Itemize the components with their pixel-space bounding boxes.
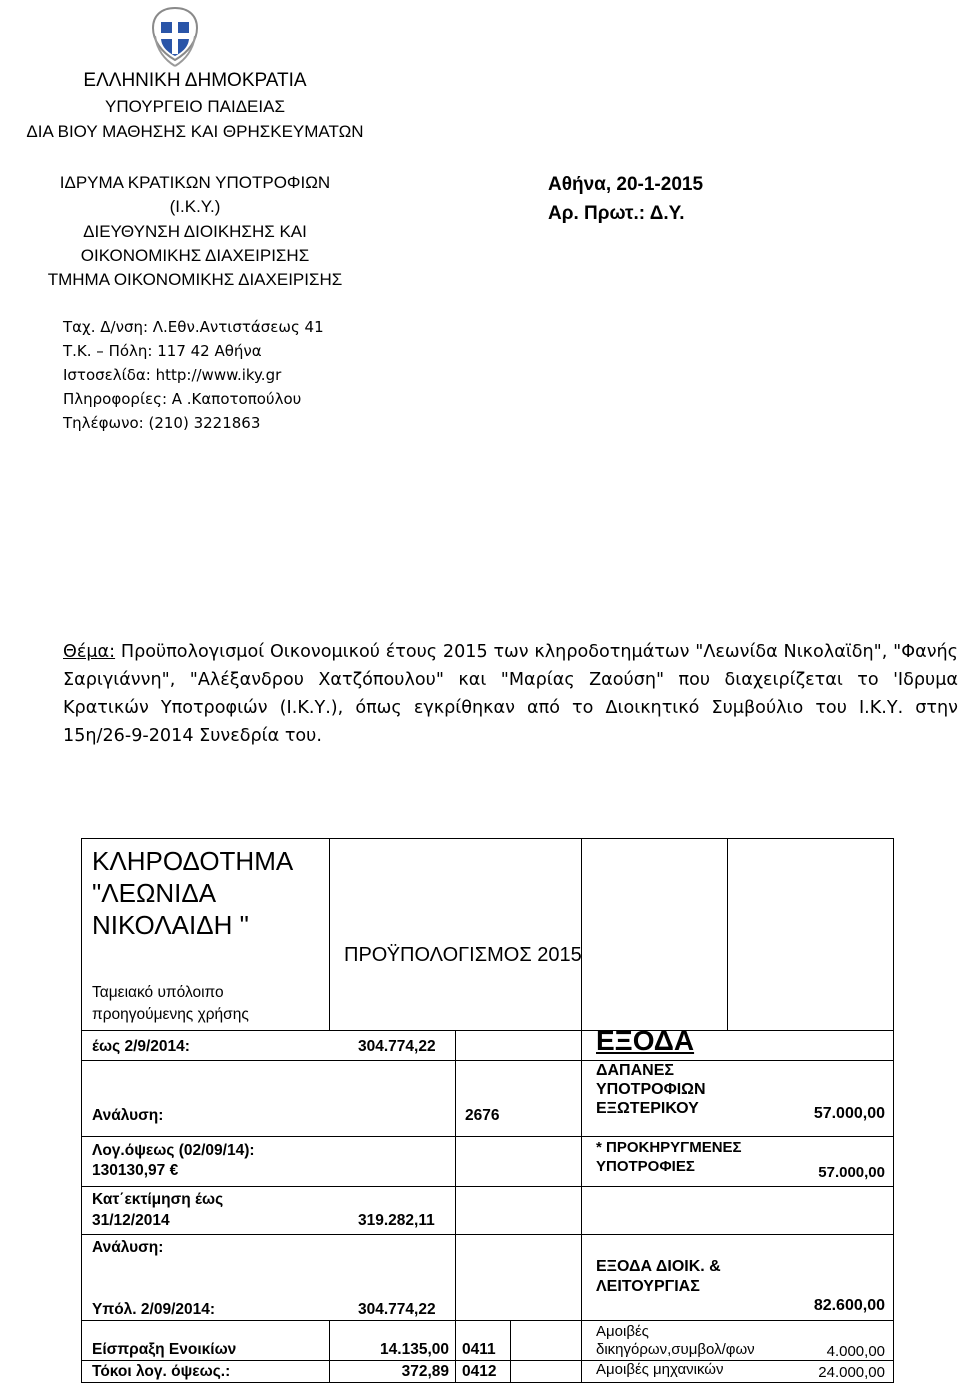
table-row <box>82 839 894 1031</box>
table-row <box>82 1235 894 1321</box>
header-ministry: ΥΠΟΥΡΓΕΙΟ ΠΑΙΔΕΙΑΣ <box>105 97 285 116</box>
bequest-title-line-2: "ΛΕΩΝΙΔΑ <box>92 878 217 908</box>
table-row <box>82 1137 894 1187</box>
interest-label: Τόκοι λογ. όψεως.: <box>92 1363 231 1380</box>
foreign-scholarships-value: 57.000,00 <box>813 1105 885 1122</box>
analysis-label: Ανάλυση: <box>92 1107 164 1124</box>
rent-label: Είσπραξη Ενοικίων <box>92 1341 237 1358</box>
bequest-title-line-3: ΝΙΚΟΛΑΙΔΗ " <box>92 910 249 940</box>
remainder-label: Υπόλ. 2/09/2014: <box>92 1301 216 1318</box>
table-row <box>82 1187 894 1235</box>
header-foundation: ΙΔΡΥΜΑ ΚΡΑΤΙΚΩΝ ΥΠΟΤΡΟΦΙΩΝ <box>59 173 331 192</box>
lawyer-fees-line-1: Αμοιβές <box>596 1323 649 1340</box>
foreign-scholarships-line-3: ΕΞΩΤΕΡΙΚΟΥ <box>596 1100 699 1117</box>
contact-address: Ταχ. Δ/νση: Λ.Εθν.Αντιστάσεως 41 <box>63 318 324 336</box>
budget-title: ΠΡΟΫΠΟΛΟΓΙΣΜΟΣ 2015 <box>344 944 582 966</box>
estimate-value: 319.282,11 <box>358 1212 435 1229</box>
header-foundation-abbr: (Ι.Κ.Υ.) <box>169 197 221 216</box>
foreign-scholarships-line-1: ΔΑΠΑΝΕΣ <box>596 1062 674 1079</box>
document-date: Αθήνα, 20-1-2015 <box>548 174 704 195</box>
header-republic: ΕΛΛΗΝΙΚΗ ΔΗΜΟΚΡΑΤΙΑ <box>83 70 307 91</box>
interest-code: 0412 <box>462 1363 497 1380</box>
subject-text: Προϋπολογισμοί Οικονομικού έτους 2015 των κληροδοτημάτων "Λεωνίδα Νικολαϊδη", "Φανής Σαριγιάννη", "Αλέξανδρου Χατζόπουλου" και "Μαρίας Ζαούση" που διαχειρίζεται το 'Ιδρυμα Κρατικών Υποτροφιών (Ι.Κ.Υ.), όπως εγκρίθηκαν από το Διοικητικό Συμβούλιο του Ι.Κ.Υ. στην 15η/26-9-2014 Συνεδρία του. <box>63 642 958 746</box>
table-row <box>82 1361 894 1383</box>
announced-scholarships-line-2: ΥΠΟΤΡΟΦΙΕΣ <box>596 1158 695 1175</box>
header-ministry-sub: ΔΙΑ ΒΙΟΥ ΜΑΘΗΣΗΣ ΚΑΙ ΘΡΗΣΚΕΥΜΑΤΩΝ <box>26 122 364 141</box>
until-label: έως 2/9/2014: <box>92 1038 190 1055</box>
rent-value: 14.135,00 <box>380 1341 449 1358</box>
contact-postal: Τ.Κ. – Πόλη: 117 42 Αθήνα <box>63 342 262 360</box>
euro-sign-icon: € <box>169 1162 179 1179</box>
table-row <box>82 1031 894 1061</box>
analysis-2-label: Ανάλυση: <box>92 1239 164 1256</box>
subject-paragraph <box>63 638 958 750</box>
sight-account-line-2 <box>92 1162 178 1180</box>
expenses-title: ΕΞΟΔΑ <box>596 1025 695 1056</box>
analysis-code: 2676 <box>465 1107 500 1124</box>
table-row <box>82 1061 894 1137</box>
admin-expenses-value: 82.600,00 <box>813 1297 885 1314</box>
admin-expenses-line-2: ΛΕΙΤΟΥΡΓΙΑΣ <box>596 1278 700 1295</box>
header-department: ΤΜΗΜΑ ΟΙΚΟΝΟΜΙΚΗΣ ΔΙΑΧΕΙΡΙΣΗΣ <box>47 270 343 289</box>
lawyer-fees-line-2: δικηγόρων,συμβολ/φων <box>596 1341 755 1358</box>
table-row <box>82 1321 894 1361</box>
lawyer-fees-value: 4.000,00 <box>826 1343 885 1360</box>
bequest-title-line-1: ΚΛΗΡΟΔΟΤΗΜΑ <box>92 846 294 876</box>
announced-scholarships-line-1: * ΠΡΟΚΗΡΥΓΜΕΝΕΣ <box>596 1139 742 1156</box>
header-directorate-2: ΟΙΚΟΝΟΜΙΚΗΣ ΔΙΑΧΕΙΡΙΣΗΣ <box>80 246 310 265</box>
sight-account-amount: 130130,97 <box>92 1162 166 1179</box>
foreign-scholarships-line-2: ΥΠΟΤΡΟΦΙΩΝ <box>596 1081 706 1098</box>
contact-info: Πληροφορίες: Α .Καποτοπούλου <box>63 390 302 408</box>
subject-label: Θέμα: <box>63 642 116 662</box>
estimate-line-1: Κατ΄εκτίμηση έως <box>92 1191 224 1208</box>
remainder-value: 304.774,22 <box>358 1301 436 1318</box>
engineer-fees-label: Αμοιβές μηχανικών <box>596 1361 724 1378</box>
budget-table <box>81 838 894 1383</box>
admin-expenses-line-1: ΕΞΟΔΑ ΔΙΟΙΚ. & <box>596 1258 721 1275</box>
contact-phone: Τηλέφωνο: (210) 3221863 <box>63 414 261 432</box>
header-directorate-1: ΔΙΕΥΘΥΝΣΗ ΔΙΟΙΚΗΣΗΣ ΚΑΙ <box>83 222 307 241</box>
rent-code: 0411 <box>462 1341 496 1358</box>
engineer-fees-value: 24.000,00 <box>818 1364 885 1381</box>
protocol-number: Αρ. Πρωτ.: Δ.Υ. <box>548 203 685 224</box>
greek-coat-of-arms-icon <box>147 6 203 70</box>
contact-website: Ιστοσελίδα: http://www.iky.gr <box>63 366 282 384</box>
cash-balance-line-1: Ταμειακό υπόλοιπο <box>92 984 224 1001</box>
announced-scholarships-value: 57.000,00 <box>818 1164 885 1181</box>
estimate-line-2: 31/12/2014 <box>92 1212 170 1229</box>
interest-value: 372,89 <box>401 1363 449 1380</box>
sight-account-line-1: Λογ.όψεως (02/09/14): <box>92 1142 255 1159</box>
until-value: 304.774,22 <box>358 1038 436 1055</box>
cash-balance-line-2: προηγούμενης χρήσης <box>92 1006 249 1023</box>
